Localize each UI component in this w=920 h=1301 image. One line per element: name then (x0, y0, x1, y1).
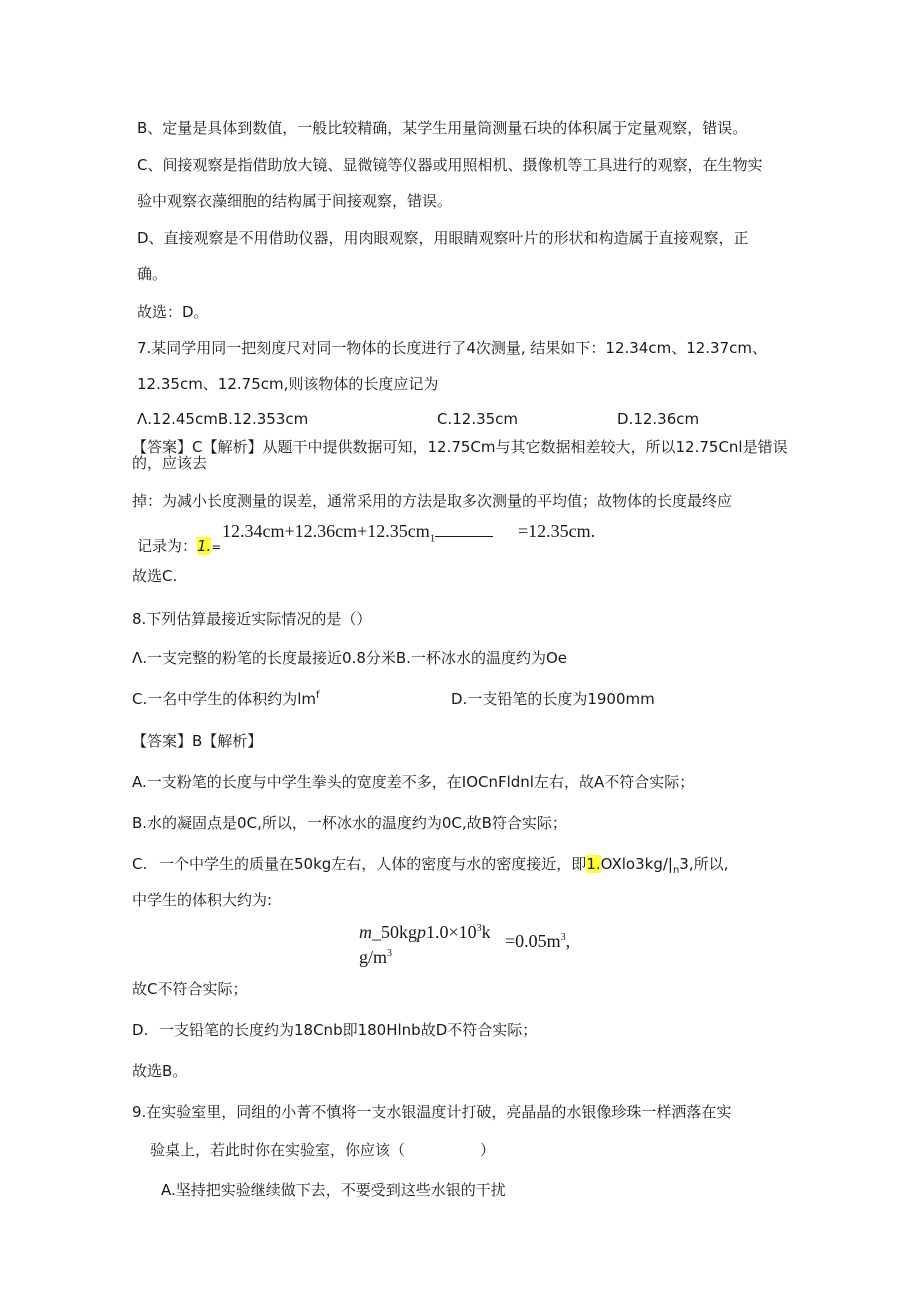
question-9-option-a: A.坚持把实验继续做下去，不要受到这些水银的干扰 (161, 1181, 506, 1199)
question-8-volume-label: 中学生的体积大约为: (132, 891, 273, 909)
formula-fraction-bar (435, 522, 493, 537)
formula-average-result: =12.35cm. (518, 521, 596, 541)
formula-volume-result-value: =0.05m (505, 931, 561, 951)
question-8-option-c-superscript: f (316, 690, 320, 701)
question-8-analysis-c (159, 854, 728, 881)
text-line-answer-6: 故选：D。 (137, 303, 209, 321)
question-8-option-d: D.一支铅笔的长度为1900mm (451, 690, 655, 708)
question-8-answer-header: 【答案】B【解析】 (132, 732, 263, 750)
formula-volume-unit-exponent: 3 (387, 948, 393, 959)
formula-volume-k: k (481, 922, 491, 942)
question-7-analysis-line-3: 掉：为减小长度测量的误差，通常采用的方法是取多次测量的平均值；故物体的长度最终应 (132, 492, 733, 510)
question-8-stem: 8.下列估算最接近实际情况的是（） (132, 610, 372, 628)
highlighted-density-value: 1. (586, 855, 601, 873)
question-8-option-ab: Λ.一支完整的粉笔的长度最接近0.8分米B.一杯冰水的温度约为Oe (132, 649, 567, 667)
text-line-b-option-explanation: B、定量是具体到数值，一般比较精确，某学生用量筒测量石块的体积属于定量观察，错误。 (137, 119, 748, 137)
highlighted-mark: 1. (197, 537, 212, 555)
formula-volume-top (359, 922, 491, 942)
formula-average-subscript: 1 (429, 532, 436, 545)
formula-volume-density: 1.0×10 (426, 922, 477, 942)
formula-volume-mass: _50kg (372, 922, 417, 942)
formula-average-numerator (222, 521, 493, 549)
formula-volume-result-exponent: 3 (560, 932, 566, 943)
question-8-analysis-a: A.一支粉笔的长度与中学生拳头的宽度差不多，在IOCnFldnl左右，故A不符合实际； (132, 773, 695, 791)
question-7-stem: 7.某同学用同一把刻度尺对同一物体的长度进行了4次测量, 结果如下：12.34cm、12.37cm、 (137, 339, 767, 357)
question-8-analysis-d-prefix: D. (132, 1021, 149, 1039)
formula-average-sum: 12.34cm+12.36cm+12.35cm (222, 521, 430, 541)
formula-volume-m: m (359, 922, 372, 942)
text-line-d-option-continued: 确。 (137, 265, 168, 283)
text-line-d-option-explanation: D、直接观察是不用借助仪器，用肉眼观察，用眼睛观察叶片的形状和构造属于直接观察，正 (137, 229, 749, 247)
question-8-option-c-text: C.一名中学生的体积约为lm (132, 690, 317, 708)
formula-volume-bottom (359, 947, 392, 967)
density-unit-subscript: n (672, 865, 680, 876)
question-8-analysis-c-conclusion: 故C不符合实际； (132, 980, 248, 998)
question-7-analysis: 【答案】C【解析】从题干中提供数据可知，12.75Cm与其它数据相差较大，所以12.75Cnl是错误 (132, 438, 788, 456)
density-value-text: OXlo3kg/| (600, 855, 673, 873)
question-8-option-c (132, 689, 320, 709)
density-unit-end: 3,所以, (679, 855, 729, 873)
question-9-stem-continued: 验桌上，若此时你在实验室，你应该（ ） (150, 1141, 496, 1159)
question-7-option-ab: Λ.12.45cmB.12.353cm (137, 410, 309, 428)
question-8-analysis-b: B.水的凝固点是0C,所以，一杯冰水的温度约为0C,故B符合实际； (132, 814, 567, 832)
record-label: 记录为： (137, 537, 198, 555)
question-8-answer: 故选B。 (132, 1062, 188, 1080)
question-8-analysis-c-text: 一个中学生的质量在50kg左右，人体的密度与水的密度接近，即 (159, 855, 587, 873)
formula-volume-unit: g/m (359, 947, 388, 967)
formula-volume-comma: , (565, 931, 571, 951)
question-8-analysis-d: 一支铅笔的长度约为18Cnb即180Hlnb故D不符合实际； (159, 1021, 538, 1039)
record-equals: = (211, 540, 222, 554)
formula-volume-result (505, 931, 570, 951)
question-7-answer: 故选C. (132, 567, 178, 585)
question-7-analysis-continued: 的，应该去 (132, 454, 208, 472)
question-7-option-d: D.12.36cm (617, 410, 700, 428)
formula-volume-exponent: 3 (476, 923, 482, 934)
question-7-option-c: C.12.35cm (437, 410, 519, 428)
question-7-stem-continued: 12.35cm、12.75cm,则该物体的长度应记为 (137, 375, 439, 393)
record-line (137, 536, 221, 557)
question-9-stem: 9.在实验室里，同组的小菁不慎将一支水银温度计打破，亮晶晶的水银像珍珠一样洒落在实 (132, 1103, 732, 1121)
question-8-analysis-c-prefix: C. (132, 855, 148, 873)
formula-volume-p: p (417, 922, 426, 942)
text-line-c-option-continued: 验中观察衣藻细胞的结构属于间接观察，错误。 (137, 192, 453, 210)
text-line-c-option-explanation: C、间接观察是指借助放大镜、显微镜等仪器或用照相机、摄像机等工具进行的观察，在生物实 (137, 156, 763, 174)
